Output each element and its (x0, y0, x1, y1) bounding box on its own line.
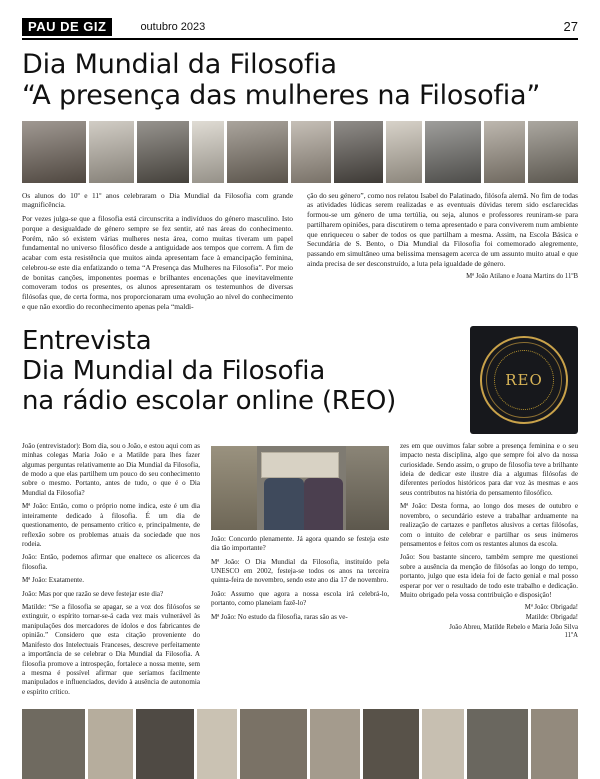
paragraph: Os alunos do 10º e 11º anos celebraram o Dia Mundial da Filosofia com grande magnificência. (22, 190, 293, 210)
photo-banner (261, 452, 339, 477)
paragraph: João: Sou bastante sincero, também sempre me questionei sobre a ausência da menção de filósofas ao longo do tempo, portanto, julgo que esta ideia foi de facto genial e mal posso esperar por ver o resultado de todo este trabalho e dedicação. Muito obrigado pela vossa contribuição e disposição! (400, 553, 578, 600)
article1-column-2 (307, 191, 578, 316)
radio-logo-label: REO (505, 370, 543, 389)
article2-header (22, 326, 578, 434)
article2-column-2 (211, 442, 389, 702)
photo-thumbnail (22, 709, 85, 779)
masthead (22, 18, 578, 40)
paragraph: Mª João: Obrigada! (524, 604, 578, 612)
photo-thumbnail (136, 709, 194, 779)
radio-logo-ring (480, 336, 568, 424)
interview-photo (211, 446, 389, 530)
photo-wall-left (211, 446, 257, 530)
photo-thumbnail (137, 121, 189, 183)
article2-column-3 (400, 442, 578, 702)
article1-byline: Mª João Atilano e Joana Martins do 11ºB (466, 272, 578, 280)
paragraph: João: Então, podemos afirmar que enaltece os alicerces da filosofia. (22, 553, 200, 571)
photo-thumbnail (386, 121, 422, 183)
issue-date: outubro 2023 (140, 20, 206, 33)
photo-thumbnail (227, 121, 287, 183)
paragraph: João: Assumo que agora a nossa escola irá celebrá-lo, portanto, como planeiam fazê-lo? (211, 589, 389, 608)
photo-thumbnail (291, 121, 331, 183)
article2-title-line3: na rádio escolar online (REO) (22, 386, 397, 417)
publication-logo: PAU DE GIZ (22, 18, 112, 36)
radio-logo (470, 326, 578, 434)
article2-byline-class: 11ºA (564, 632, 578, 640)
paragraph: Mª João: Exatamente. (22, 576, 85, 585)
photo-thumbnail (467, 709, 528, 779)
photo-thumbnail (334, 121, 382, 183)
paragraph: João: Concordo plenamente. Já agora quando se festeja este dia tão importante? (211, 534, 389, 553)
page-number: 27 (563, 19, 578, 34)
photo-person (304, 478, 343, 530)
paragraph: ção do seu género”, como nos relatou Isabel do Palatinado, filósofa alemã. No fim de todas as atividades lúdicas serem realizadas e as eventuais dúvidas terem sido esclarecidas formou-se um género de uma tertúlia, ou seja, alunos e professores reuniram-se para partilharem opiniões, para discutirem o tema apresentado e para conviverem num ambiente que enriqueceu o saber de todos os que partilham a mesma. Assim, na Escola Básica e Secundária de S. Bento, o Dia Mundial da Filosofia foi comemorado alegremente, passando em simultâneo uma belissima mensagem acerca de um assunto muito atual e que ainda precisa de ser desconstruído, a luta pela igualdade de género. (307, 190, 578, 268)
paragraph: Matilde: Obrigada! (525, 614, 578, 622)
article2-column-1 (22, 442, 200, 702)
article2-photo-strip (22, 709, 578, 779)
paragraph: Mª João: O Dia Mundial da Filosofia, instituído pela UNESCO em 2002, festeja-se todos os anos na terceira quinta-feira de novembro, sendo este ano dia 17 de novembro. (211, 557, 389, 585)
photo-person (264, 478, 303, 530)
article1-title-line1: Dia Mundial da Filosofia (22, 49, 337, 80)
paragraph: zes em que ouvimos falar sobre a presença feminina e o seu impacto nesta disciplina, algo que sempre foi alvo da nossa curiosidade. Sendo assim, o grupo de filosofia teve a brilhante ideia de dedicar este ilustre dia a algumas filósofas de diferentes períodos históricos para dar voz às mesmas e aos seus contributos na história do pensamento filosófico. (400, 441, 578, 497)
photo-thumbnail (88, 709, 133, 779)
photo-thumbnail (363, 709, 419, 779)
photo-thumbnail (531, 709, 578, 779)
article2-title (22, 326, 442, 416)
article1-title-line2: “A presença das mulheres na Filosofia” (22, 79, 541, 111)
photo-thumbnail (484, 121, 524, 183)
paragraph: Mª João: Então, como o próprio nome indica, este é um dia inteiramente dedicado à filosofia. É um dia de questionamento, de pensamento crítico e, principalmente, de reflexão sobre os problemas atuais da sociedade que nos rodeia. (22, 502, 200, 548)
article1-body (22, 191, 578, 316)
paragraph: Mª João: No estudo da filosofia, raras são as ve- (211, 612, 348, 621)
article1-photo-strip (22, 121, 578, 183)
article2-byline-names: João Abreu, Matilde Rebelo e Maria João Silva (449, 624, 578, 632)
paragraph: Matilde: “Se a filosofia se apagar, se a voz dos filósofos se extinguir, o espírito tornar-se-á cada vez mais vulnerável às manipulações dos mercadores de ídolos e dos fabricantes de opinião.” Considero que esta citação proveniente do Manifesto dos Intelectuais Franceses, descreve perfeitamente a importância de se celebrar o Dia Mundial da Filosofia. A filosofia promove a introspeção, fortalece a nossa mente, sem a mesma é possível afirmar que seríamos facilmente manipulados e influenciados, devido à ausência de autonomia e espírito crítico. (22, 603, 200, 696)
photo-thumbnail (240, 709, 307, 779)
paragraph: Por vezes julga-se que a filosofia está circunscrita a indivíduos do género masculino. Isto porque a desigualdade de género sempre se fez sentir, até nas áreas do conhecimento. Porém, não só existem várias mulheres nesta área, como muitas tiveram um papel fundamental no universo filosófico desde a antiguidade aos tempos que correm. A fim de acabar com esta resistência que muitos ainda apresentam face à emancipação feminina, celebrou-se este dia enfatizando o tema “A Presença das Mulheres na Filosofia”. Por meio de bonitas canções, imponentes poemas e brilhantes encenações que inevitavelmente comoveram todos os presentes, os alunos apresentaram os testemunhos de diversas filósofas que, de certa forma, nos proporcionaram uma evolução ao nível do conhecimento e que não exordio do reconhecimento apenas pela “maldi- (22, 214, 293, 311)
article1-column-1 (22, 191, 293, 316)
photo-thumbnail (528, 121, 578, 183)
photo-thumbnail (89, 121, 133, 183)
article2-body (22, 442, 578, 702)
photo-wall-right (346, 446, 389, 530)
photo-thumbnail (310, 709, 359, 779)
photo-thumbnail (192, 121, 224, 183)
paragraph: João: Mas por que razão se deve festejar este dia? (22, 589, 164, 598)
article2-title-line1: Entrevista (22, 325, 152, 356)
paragraph: Mª João: Desta forma, ao longo dos meses de outubro e novembro, o secundário esteve a trabalhar arduamente na realização de cartazes e panfletos alusivos a certas filósofas, com o intuito de celebrar e partilhar os seus inúmeros pensamentos e feitos com os restantes alunos da escola. (400, 502, 578, 548)
paragraph: João (entrevistador): Bom dia, sou o João, e estou aqui com as minhas colegas Maria João e a Matilde para lhes fazer algumas perguntas relativamente ao Dia Mundial da Filosofia, de modo a que elas partilhem um pouco do seu conhecimento sobre o mesmo. Portanto, antes de tudo, o que é o Dia Mundial da Filosofia? (22, 441, 200, 497)
article1-title (22, 50, 578, 112)
photo-thumbnail (197, 709, 237, 779)
photo-thumbnail (22, 121, 86, 183)
photo-thumbnail (425, 121, 481, 183)
article2-title-line2: Dia Mundial da Filosofia (22, 355, 326, 386)
photo-thumbnail (422, 709, 465, 779)
